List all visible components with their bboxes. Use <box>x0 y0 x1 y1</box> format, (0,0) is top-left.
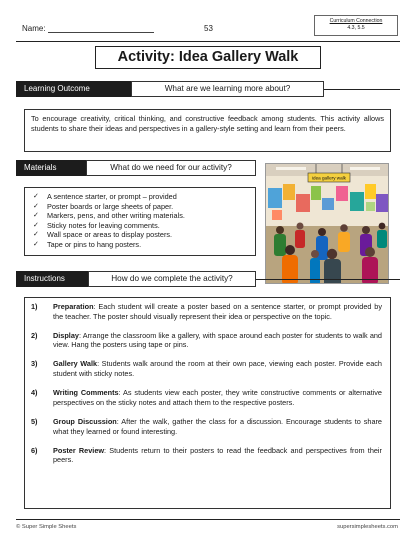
learning-outcome-question: What are we learning more about? <box>131 81 324 97</box>
footer-website: supersimplesheets.com <box>337 524 398 530</box>
instructions-list <box>25 298 390 465</box>
name-label: Name: <box>22 24 46 33</box>
list-item: 5) Group Discussion: After the walk, gather the class for a discussion. Encourage students to share what they learned or found interesting. <box>31 416 382 436</box>
list-item: ✓ Poster boards or large sheets of paper. <box>33 201 174 211</box>
page-number: 53 <box>204 24 213 33</box>
gallery-walk-illustration <box>265 163 389 284</box>
list-item: ✓ A sentence starter, or prompt – provided <box>33 192 177 201</box>
list-item: ✓ Markers, pens, and other writing materials. <box>33 211 185 221</box>
instructions-label: Instructions <box>16 271 88 287</box>
checkmark-icon: ✓ <box>33 193 39 200</box>
list-item: ✓ Wall space or areas to display posters. <box>33 230 173 240</box>
name-input-line[interactable] <box>48 32 154 33</box>
materials-question: What do we need for our activity? <box>86 160 256 176</box>
instructions-box <box>24 297 391 509</box>
checkmark-icon: ✓ <box>33 231 39 239</box>
materials-label: Materials <box>16 160 86 176</box>
checkmark-icon: ✓ <box>33 240 39 248</box>
curriculum-connection-value: 4.3, 5.5 <box>347 25 365 31</box>
header-divider <box>16 41 400 42</box>
learning-outcome-label: Learning Outcome <box>16 81 131 97</box>
list-item: ✓ Sticky notes for leaving comments. <box>33 220 160 230</box>
checkmark-icon: ✓ <box>33 202 39 210</box>
materials-box <box>24 187 256 256</box>
footer-copyright: © Super Simple Sheets <box>16 524 77 530</box>
materials-list <box>25 188 255 254</box>
checkmark-icon: ✓ <box>33 212 39 220</box>
illustration-sign-text: idea gallery walk <box>312 175 346 181</box>
learning-outcome-box <box>24 109 391 152</box>
curriculum-connection-title: Curriculum Connection <box>329 18 383 24</box>
list-item: 4) Writing Comments: As students view each poster, they write constructive comments or alternative perspectives on the sticky notes and attach them to the respective posters. <box>31 388 382 407</box>
list-item: 3) Gallery Walk: Students walk around the room at their own pace, viewing each poster. Provide each student with sticky notes. <box>31 359 382 379</box>
instructions-question: How do we complete the activity? <box>88 271 256 287</box>
footer-divider <box>16 519 400 520</box>
curriculum-connection-box <box>314 15 398 36</box>
list-item: 6) Poster Review: Students return to their posters to read the feedback and perspectives from their peers. <box>31 445 382 465</box>
page-title: Activity: Idea Gallery Walk <box>95 46 321 69</box>
list-item: 1) Preparation: Each student will create a poster based on a sentence starter, or prompt provided by the teacher. The poster should visually represent their idea or perspective on the topic. <box>31 302 382 321</box>
learning-outcome-text: To encourage creativity, critical thinking, and constructive feedback among students. This activity allows students to share their ideas and perspectives in a gallery-style setting and learn from their peers. <box>31 114 384 133</box>
checkmark-icon: ✓ <box>33 221 39 229</box>
list-item: 2) Display: Arrange the classroom like a gallery, with space around each poster for students to walk and view. Hang the posters using tape or pins. <box>31 330 382 350</box>
list-item: ✓ Tape or pins to hang posters. <box>33 239 142 249</box>
gallery-walk-illustration-svg <box>266 164 389 284</box>
